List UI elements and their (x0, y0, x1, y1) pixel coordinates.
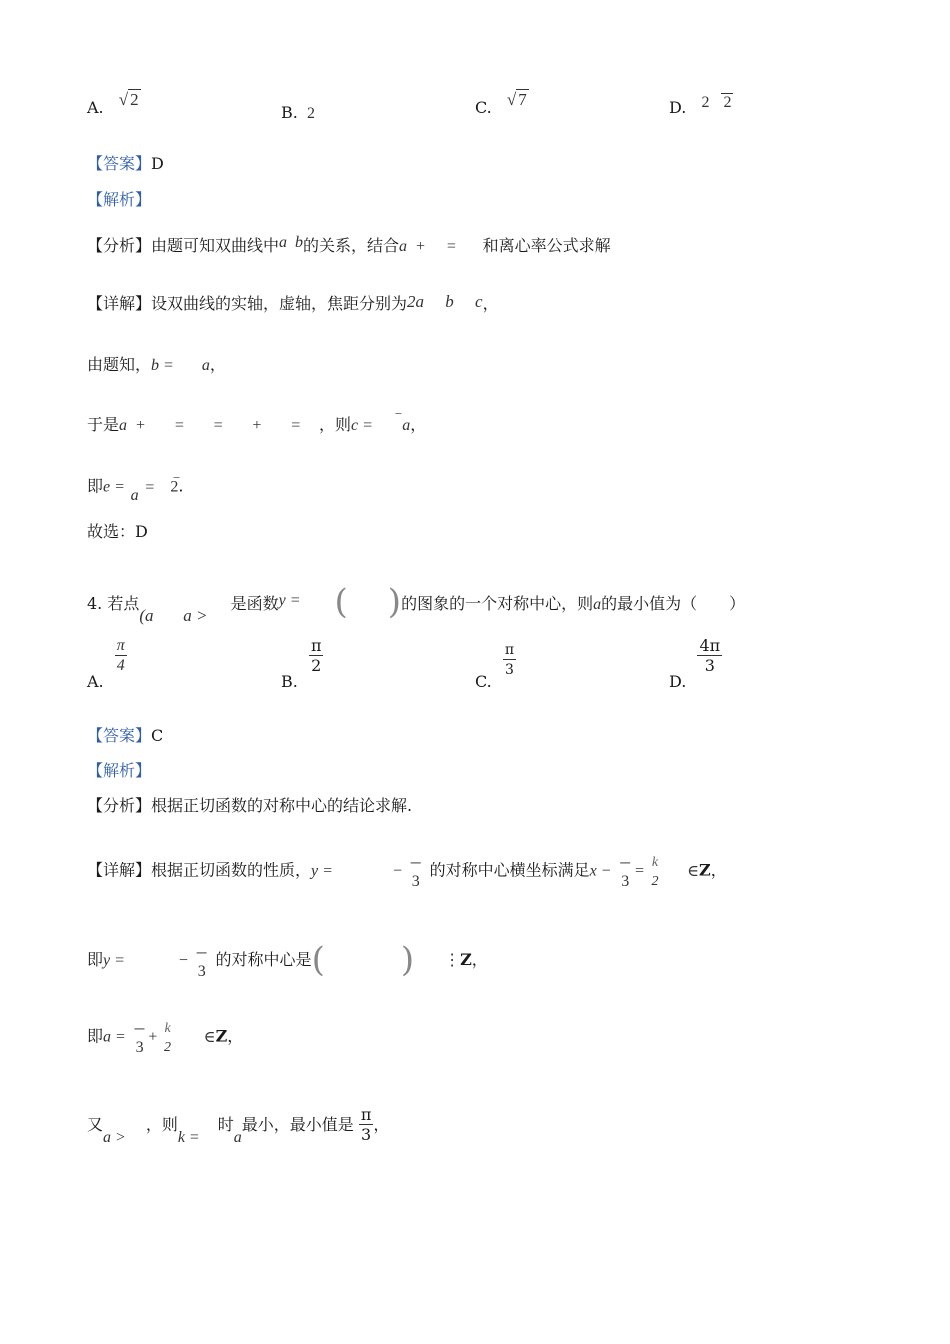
q3-analysis-label: 【解析】 (87, 190, 152, 209)
stem-math: y = (278, 592, 301, 609)
q3-xiangjie (87, 291, 499, 314)
option-letter: D. (669, 672, 687, 691)
punct: ， (482, 294, 499, 313)
xiangjie-fraction: − 3 (618, 853, 632, 890)
option-letter: B. (281, 672, 298, 691)
xiangjie-math: = (633, 862, 645, 880)
option-value: √ 2 (118, 90, 139, 109)
left-paren: ( (311, 940, 325, 980)
xiangjie-math: x − (589, 862, 612, 880)
fraction-den: 3 (503, 659, 516, 680)
line-math: − (173, 469, 181, 485)
line-math: ⋮ (444, 952, 461, 969)
fenxi-text: 和离心率公式求解 (482, 236, 611, 255)
punct: ， (410, 415, 427, 434)
line-fraction: − 3 (195, 942, 209, 980)
option-letter: B. (281, 103, 298, 122)
line-text: 由题知， (87, 355, 152, 374)
fenxi-label: 【分析】 (87, 796, 152, 815)
stem-text: 的最小值为（ ） (601, 594, 746, 613)
option-fraction (115, 637, 127, 676)
select-value: D (135, 522, 148, 541)
line-math: Z (215, 1026, 228, 1046)
answer-value: C (151, 726, 164, 745)
q4-xiangjie (87, 852, 727, 890)
line-text: 即 (87, 476, 104, 496)
q3-option-b[interactable] (281, 103, 315, 123)
line-math: = (144, 478, 155, 496)
line-math: k = (177, 1129, 200, 1146)
line-text: 即 (87, 1026, 104, 1046)
xiangjie-text: 根据正切函数的性质， (151, 860, 312, 880)
q3-option-c[interactable] (475, 90, 529, 118)
option-fraction (309, 637, 324, 676)
line-math: ∈ (203, 1028, 216, 1046)
xiangjie-label: 【详解】 (87, 294, 152, 313)
fraction-den: a (130, 487, 139, 504)
fenxi-math: a + = (399, 238, 457, 255)
q3-line-1 (87, 352, 226, 375)
line-text: ，则 (145, 1115, 178, 1134)
option-value: √ 7 (506, 90, 527, 109)
fraction-num: π (360, 1105, 372, 1124)
q4-option-a[interactable] (87, 637, 127, 691)
xiangjie-math: ∈ (687, 862, 700, 880)
stem-text: 是函数 (230, 594, 279, 613)
right-paren: ) (400, 940, 415, 980)
fraction-num: π (116, 637, 125, 654)
fraction-den: 3 (621, 873, 630, 890)
punct: ， (471, 950, 488, 969)
select-label: 故选： (87, 522, 136, 541)
fraction-den: 2 (164, 1040, 172, 1055)
answer-label: 【答案】 (87, 726, 152, 745)
option-letter: A. (87, 98, 104, 117)
q3-select (87, 519, 148, 542)
line-math: e = (103, 478, 125, 496)
fenxi-math: a b (279, 234, 304, 251)
line-math: a > (103, 1129, 126, 1146)
option-value: 2 (306, 105, 315, 122)
line-math: 2 (170, 478, 179, 496)
fraction-num: k (164, 1021, 171, 1036)
q4-stem (87, 578, 746, 625)
line-math: − (394, 406, 403, 421)
punct: ， (209, 355, 226, 374)
xiangjie-text: 的对称中心横坐标满足 (429, 860, 590, 880)
line-fraction (162, 1020, 172, 1058)
line-text: 于是 (87, 415, 120, 434)
fraction-den: 2 (651, 874, 659, 889)
q3-option-d[interactable] (669, 94, 733, 118)
xiangjie-math: y = (311, 862, 333, 880)
option-letter: D. (669, 98, 687, 117)
fenxi-text: 根据正切函数的对称中心的结论求解. (151, 796, 413, 815)
line-text: 即 (87, 950, 104, 969)
fraction-num: π (504, 642, 515, 658)
xiangjie-fraction (650, 854, 660, 892)
option-fraction (503, 641, 516, 680)
line-math: b = a (151, 357, 210, 374)
line-math: c = (351, 417, 373, 434)
punct: ， (373, 1115, 390, 1134)
question-number: 4. (87, 594, 103, 613)
q3-answer (87, 151, 164, 174)
stem-math: a (593, 596, 602, 613)
option-letter: C. (475, 98, 492, 117)
line-math: − (178, 952, 188, 969)
stem-math: (a a > (139, 606, 208, 625)
line-text: ，则 (319, 415, 352, 434)
fraction-den: 4 (115, 655, 127, 676)
q3-option-a[interactable] (87, 90, 141, 118)
line-text: 又 (87, 1115, 104, 1134)
punct: ， (710, 860, 727, 880)
q4-option-c[interactable] (475, 641, 516, 691)
q4-fenxi (87, 793, 412, 816)
q3-line-3 (87, 468, 183, 506)
xiangjie-math: 2a b c (407, 292, 483, 311)
fenxi-label: 【分析】 (87, 236, 152, 255)
fenxi-text: 的关系，结合 (303, 236, 400, 255)
fraction-den: 2 (309, 655, 324, 676)
option-letter: C. (475, 672, 492, 691)
left-paren: ( (334, 582, 348, 622)
option-fraction (697, 637, 722, 676)
fraction-num: k (651, 855, 659, 870)
stem-text: 的图象的一个对称中心，则 (401, 594, 594, 613)
q4-line-1 (87, 934, 488, 980)
min-value-fraction (359, 1106, 374, 1145)
line-math: a (402, 417, 411, 434)
stem-text: 若点 (107, 594, 140, 613)
q4-answer (87, 723, 163, 746)
answer-label: 【答案】 (87, 154, 152, 173)
fenxi-text: 由题可知双曲线中 (151, 236, 280, 255)
q3-fenxi (87, 233, 611, 256)
line-text: 时 (217, 1115, 234, 1134)
line-math: a (233, 1129, 242, 1146)
line-text: 最小，最小值是 (241, 1115, 354, 1134)
line-math: a + = = + = (119, 417, 301, 434)
line-math: y = (103, 952, 125, 969)
fraction-den: 3 (697, 655, 722, 676)
right-paren: ) (387, 582, 402, 622)
punct: . (178, 476, 184, 496)
xiangjie-fraction: − 3 (409, 853, 423, 890)
line-text: 的对称中心是 (215, 950, 312, 969)
xiangjie-math: Z (699, 860, 711, 880)
xiangjie-label: 【详解】 (87, 860, 152, 880)
line-math: Z (460, 950, 472, 969)
fraction-den: 3 (361, 1125, 372, 1144)
fraction-den: 3 (411, 873, 420, 890)
option-letter: A. (87, 672, 104, 691)
q4-option-d[interactable] (669, 636, 722, 691)
fraction-den: 3 (135, 1039, 144, 1056)
q3-line-2 (87, 406, 427, 435)
line-math: + (148, 1028, 158, 1046)
fraction-num: 4π (699, 636, 721, 655)
q4-analysis-label: 【解析】 (87, 761, 152, 780)
e-fraction (130, 468, 139, 506)
line-math: a = (103, 1028, 126, 1046)
answer-value: D (151, 154, 164, 173)
xiangjie-math: − (392, 862, 402, 880)
punct: ， (227, 1026, 244, 1046)
fraction-den: 3 (197, 962, 206, 980)
xiangjie-text: 设双曲线的实轴，虚轴，焦距分别为 (151, 294, 408, 313)
fraction-num: π (310, 636, 322, 655)
line-fraction: − 3 (132, 1019, 147, 1056)
q4-line-2 (87, 1018, 243, 1056)
q4-option-b[interactable] (281, 636, 323, 691)
option-value: 2 2 (701, 94, 732, 111)
q4-line-3 (87, 1106, 389, 1145)
